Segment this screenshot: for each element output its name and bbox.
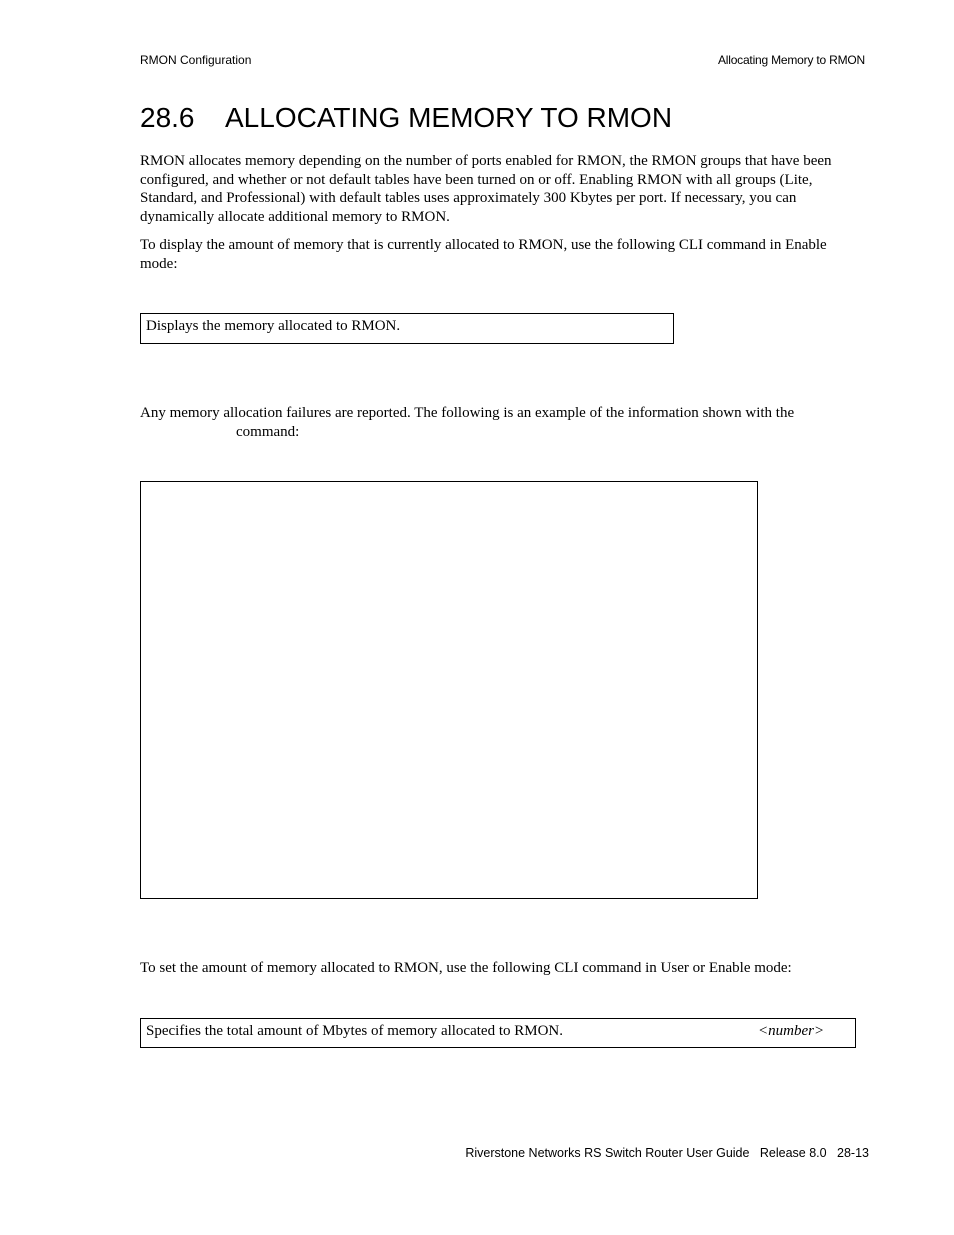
show-memory-description: Displays the memory allocated to RMON. bbox=[146, 318, 401, 334]
set-memory-description: Specifies the total amount of Mbytes of memory allocated to RMON. bbox=[146, 1023, 563, 1039]
paragraph-line: mode: bbox=[140, 255, 178, 272]
footer-page-number: 28-13 bbox=[837, 1146, 869, 1160]
running-header-left: RMON Configuration bbox=[140, 53, 252, 67]
set-memory-paragraph: To set the amount of memory allocated to RMON, use the following CLI command in User or Enable mode: bbox=[140, 960, 792, 976]
paragraph-line: RMON allocates memory depending on the number of ports enabled for RMON, the RMON groups that have been bbox=[140, 153, 832, 169]
display-memory-paragraph bbox=[140, 236, 827, 273]
allocation-failures-paragraph bbox=[140, 404, 860, 441]
paragraph-line: command: bbox=[236, 423, 300, 440]
set-memory-command-table bbox=[140, 1018, 856, 1048]
paragraph-line: dynamically allocate additional memory to RMON. bbox=[140, 208, 450, 225]
show-memory-command-table bbox=[140, 313, 674, 344]
paragraph-line: To display the amount of memory that is currently allocated to RMON, use the following CLI command in Enable bbox=[140, 237, 827, 253]
example-output-box bbox=[140, 481, 758, 899]
intro-paragraph bbox=[140, 152, 832, 226]
section-number: 28.6 bbox=[140, 102, 195, 133]
paragraph-line: Standard, and Professional) with default tables uses approximately 300 Kbytes per port. If necessary, you can bbox=[140, 190, 797, 206]
running-header-right: Allocating Memory to RMON bbox=[717, 53, 865, 67]
page-footer bbox=[465, 1146, 869, 1160]
footer-guide-title: Riverstone Networks RS Switch Router User Guide bbox=[465, 1146, 750, 1160]
paragraph-line: Any memory allocation failures are reported. The following is an example of the information shown with the bbox=[140, 405, 795, 421]
paragraph-line: configured, and whether or not default tables have been turned on or off. Enabling RMON with all groups (Lite, bbox=[140, 171, 813, 188]
footer-release: Release 8.0 bbox=[759, 1146, 827, 1160]
section-title: ALLOCATING MEMORY TO RMON bbox=[225, 102, 673, 133]
number-parameter: <number> bbox=[758, 1023, 825, 1039]
